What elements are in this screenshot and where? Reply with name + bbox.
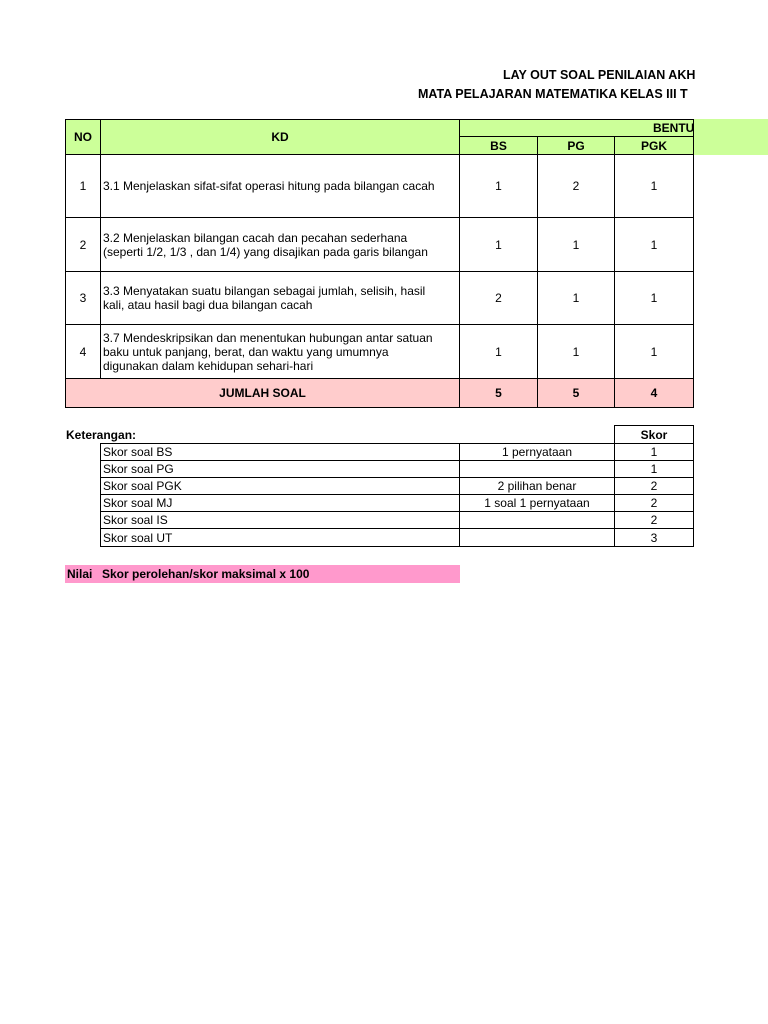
title-line-2: MATA PELAJARAN MATEMATIKA KELAS III T: [418, 87, 688, 101]
ket-row-6-name: Skor soal UT: [100, 528, 460, 547]
header-pgk: PGK: [614, 136, 694, 155]
ket-row-3-desc: 2 pilihan benar: [459, 477, 615, 495]
ket-row-5-skor: 2: [614, 511, 694, 529]
header-no: NO: [65, 119, 101, 155]
skor-header: Skor: [614, 425, 694, 444]
keterangan-label: Keterangan:: [66, 428, 137, 442]
nilai-label: Nilai: [67, 567, 93, 581]
row-1-pg: 2: [537, 154, 615, 218]
row-2-pg: 1: [537, 217, 615, 272]
ket-row-1-desc: 1 pernyataan: [459, 443, 615, 461]
row-1-pgk: 1: [614, 154, 694, 218]
header-pg: PG: [537, 136, 615, 155]
title-line-1: LAY OUT SOAL PENILAIAN AKH: [503, 68, 696, 82]
ket-row-3-skor: 2: [614, 477, 694, 495]
row-1-bs: 1: [459, 154, 538, 218]
nilai-formula: Skor perolehan/skor maksimal x 100: [102, 567, 310, 581]
ket-row-6-desc: [459, 528, 615, 547]
row-3-pgk: 1: [614, 271, 694, 325]
ket-row-2-name: Skor soal PG: [100, 460, 460, 478]
header-bs: BS: [459, 136, 538, 155]
row-4-pgk: 1: [614, 324, 694, 379]
ket-row-4-skor: 2: [614, 494, 694, 512]
ket-row-3-name: Skor soal PGK: [100, 477, 460, 495]
ket-row-1-name: Skor soal BS: [100, 443, 460, 461]
row-4-kd: 3.7 Mendeskripsikan dan menentukan hubungan antar satuan baku untuk panjang, berat, dan waktu yang umumnya digunakan dalam kehidupan sehari-hari: [100, 324, 460, 379]
ket-row-2-skor: 1: [614, 460, 694, 478]
total-pg: 5: [537, 378, 615, 408]
ket-row-4-desc: 1 soal 1 pernyataan: [459, 494, 615, 512]
header-kd: KD: [100, 119, 460, 155]
total-bs: 5: [459, 378, 538, 408]
total-label: JUMLAH SOAL: [65, 378, 460, 408]
row-2-bs: 1: [459, 217, 538, 272]
row-4-no: 4: [65, 324, 101, 379]
ket-row-6-skor: 3: [614, 528, 694, 547]
ket-row-5-desc: [459, 511, 615, 529]
total-pgk: 4: [614, 378, 694, 408]
row-3-bs: 2: [459, 271, 538, 325]
row-2-no: 2: [65, 217, 101, 272]
ket-row-5-name: Skor soal IS: [100, 511, 460, 529]
row-4-bs: 1: [459, 324, 538, 379]
row-3-kd: 3.3 Menyatakan suatu bilangan sebagai jumlah, selisih, hasil kali, atau hasil bagi dua bilangan cacah: [100, 271, 460, 325]
row-4-pg: 1: [537, 324, 615, 379]
row-3-pg: 1: [537, 271, 615, 325]
row-1-no: 1: [65, 154, 101, 218]
header-bentuk: BENTU: [653, 121, 695, 135]
row-1-kd: 3.1 Menjelaskan sifat-sifat operasi hitung pada bilangan cacah: [100, 154, 460, 218]
ket-row-2-desc: [459, 460, 615, 478]
ket-row-4-name: Skor soal MJ: [100, 494, 460, 512]
row-2-pgk: 1: [614, 217, 694, 272]
row-2-kd: 3.2 Menjelaskan bilangan cacah dan pecahan sederhana (seperti 1/2, 1/3 , dan 1/4) yang disajikan pada garis bilangan: [100, 217, 460, 272]
ket-row-1-skor: 1: [614, 443, 694, 461]
row-3-no: 3: [65, 271, 101, 325]
